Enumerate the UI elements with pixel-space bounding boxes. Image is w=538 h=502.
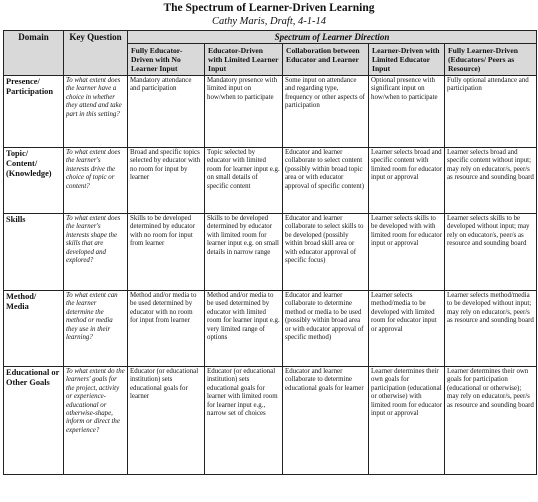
- column-header: Collaboration between Educator and Learner: [283, 44, 369, 76]
- table-row-topic: [4, 148, 537, 214]
- spectrum-cell: Topic selected by educator with limited room for learner input e.g. on small details of specific content: [205, 148, 283, 214]
- spectrum-cell: Learner determines their own goals for participation (educational or otherwise); may rely on educator/s, peer/s as resource and sounding board: [445, 367, 537, 475]
- domain-cell: Skills: [4, 214, 64, 291]
- spectrum-cell: Educator and learner collaborate to determine method or media to be used (possibly within broad area or with educator approval of specific method): [283, 291, 369, 367]
- spectrum-cell: Some input on attendance and regarding type, frequency or other aspects of participation: [283, 76, 369, 148]
- spectrum-cell: Educator (or educational institution) sets educational goals for learner with limited room for learner input e.g., narrow set of choices: [205, 367, 283, 475]
- key-question-cell: To what extent can the learner determine the method or media they use in their learning?: [64, 291, 128, 367]
- spectrum-cell: Educator and learner collaborate to select skills to be developed (possibly within broad skill area or with educator approval of specific focus): [283, 214, 369, 291]
- column-header: Learner-Driven with Limited Educator Input: [369, 44, 445, 76]
- domain-cell: Educational or Other Goals: [4, 367, 64, 475]
- header-domain: Domain: [4, 31, 64, 76]
- domain-cell: Presence/ Participation: [4, 76, 64, 148]
- table-row-presence: [4, 76, 537, 148]
- header-spectrum: [128, 31, 537, 44]
- document-subtitle: Cathy Maris, Draft, 4-1-14: [211, 16, 327, 27]
- table-row-method: [4, 291, 537, 367]
- key-question-cell: To what extent does the learner have a choice in whether they attend and take part in this setting?: [64, 76, 128, 148]
- spectrum-cell: Learner selects broad and specific content without input; may rely on educator/s, peer/s as resource and sounding board: [445, 148, 537, 214]
- spectrum-table: [3, 30, 537, 475]
- spectrum-cell: Broad and specific topics selected by educator with no room for input by learner: [128, 148, 205, 214]
- column-header: Educator-Driven with Limited Learner Input: [205, 44, 283, 76]
- spectrum-cell: Learner selects skills to be developed without input; may rely on educator/s, peer/s as resource and sounding board: [445, 214, 537, 291]
- spectrum-cell: Optional presence with significant input on how/when to participate: [369, 76, 445, 148]
- domain-cell: Topic/ Content/ (Knowledge): [4, 148, 64, 214]
- spectrum-cell: Mandatory presence with limited input on how/when to participate: [205, 76, 283, 148]
- document-title: The Spectrum of Learner-Driven Learning: [163, 2, 375, 14]
- table-row-goals: [4, 367, 537, 475]
- spectrum-cell: Learner determines their own goals for participation (educational or otherwise) with limited room for educator input or approval: [369, 367, 445, 475]
- key-question-cell: To what extent does the learner's interests drive the choice of topic or content?: [64, 148, 128, 214]
- spectrum-cell: Skills to be developed determined by educator with no room for input from learner: [128, 214, 205, 291]
- header-spectrum-text: Spectrum of Learner Direction: [274, 32, 390, 42]
- spectrum-cell: Skills to be developed determined by educator with limited room for learner input e.g. on small details in narrow range: [205, 214, 283, 291]
- spectrum-cell: Educator (or educational institution) sets educational goals for learner: [128, 367, 205, 475]
- table-row-skills: [4, 214, 537, 291]
- spectrum-cell: Method and/or media to be used determined by educator with limited room for learner input e.g. very limited range of options: [205, 291, 283, 367]
- spectrum-cell: Learner selects method/media to be developed without input; may rely on educator/s, peer/s as resource and sounding board: [445, 291, 537, 367]
- column-header: Fully Learner-Driven (Educators/ Peers as Resource): [445, 44, 537, 76]
- column-header: Fully Educator-Driven with No Learner Input: [128, 44, 205, 76]
- header-key-question: Key Question: [64, 31, 128, 76]
- key-question-cell: To what extent do the learners' goals for the project, activity or experience-educational or otherwise-shape, inform or direct the experience?: [64, 367, 128, 475]
- spectrum-cell: Method and/or media to be used determined by educator with no room for input from learner: [128, 291, 205, 367]
- header-row-main: [4, 31, 537, 44]
- domain-cell: Method/ Media: [4, 291, 64, 367]
- spectrum-cell: Educator and learner collaborate to select content (possibly within broad topic area or with educator approval of specific content): [283, 148, 369, 214]
- spectrum-cell: Learner selects skills to be developed with with limited room for educator input or approval: [369, 214, 445, 291]
- spectrum-cell: Fully optional attendance and participation: [445, 76, 537, 148]
- spectrum-cell: Educator and learner collaborate to determine educational goals for learner: [283, 367, 369, 475]
- key-question-cell: To what extent does the learner's interests shape the skills that are developed and explored?: [64, 214, 128, 291]
- spectrum-cell: Mandatory attendance and participation: [128, 76, 205, 148]
- spectrum-cell: Learner selects method/media to be developed with limited room for educator input or approval: [369, 291, 445, 367]
- spectrum-cell: Learner selects broad and specific content with limited room for educator input or approval: [369, 148, 445, 214]
